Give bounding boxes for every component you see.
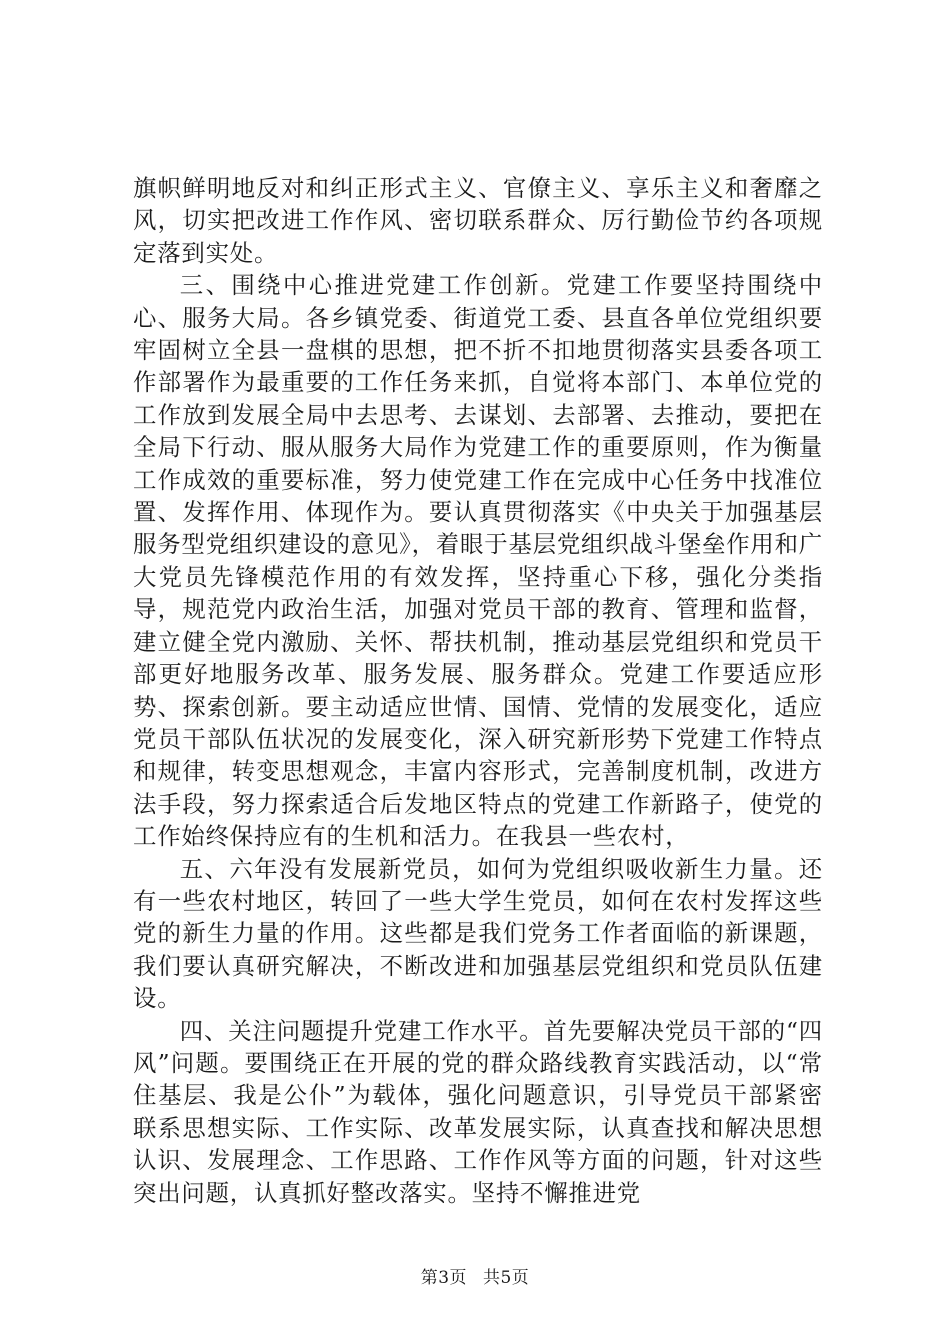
paragraph-3: 五、六年没有发展新党员，如何为党组织吸收新生力量。还有一些农村地区，转回了一些大学生党员，如何在农村发挥这些党的新生力量的作用。这些都是我们党务工作者面临的新课题，我们要认真研究解决，不断改进和加强基层党组织和党员队伍建设。 [133, 854, 823, 1013]
page-total: 共5页 [482, 1268, 530, 1288]
paragraph-2: 三、围绕中心推进党建工作创新。党建工作要坚持围绕中心、服务大局。各乡镇党委、街道党工委、县直各单位党组织要牢固树立全县一盘棋的思想，把不折不扣地贯彻落实县委各项工作部署作为最重要的工作任务来抓，自觉将本部门、本单位党的工作放到发展全局中去思考、去谋划、去部署、去推动，要把在全局下行动、服从服务大局作为党建工作的重要原则，作为衡量工作成效的重要标准，努力使党建工作在完成中心任务中找准位置、发挥作用、体现作为。要认真贯彻落实《中央关于加强基层服务型党组织建设的意见》，着眼于基层党组织战斗堡垒作用和广大党员先锋模范作用的有效发挥，坚持重心下移，强化分类指导，规范党内政治生活，加强对党员干部的教育、管理和监督，建立健全党内激励、关怀、帮扶机制，推动基层党组织和党员干部更好地服务改革、服务发展、服务群众。党建工作要适应形势、探索创新。要主动适应世情、国情、党情的发展变化，适应党员干部队伍状况的发展变化，深入研究新形势下党建工作特点和规律，转变思想观念，丰富内容形式，完善制度机制，改进方法手段，努力探索适合后发地区特点的党建工作新路子，使党的工作始终保持应有的生机和活力。在我县一些农村， [133, 271, 823, 851]
paragraph-4: 四、关注问题提升党建工作水平。首先要解决党员干部的“四风”问题。要围绕正在开展的党的群众路线教育实践活动，以“常住基层、我是公仆”为载体，强化问题意识，引导党员干部紧密联系思想实际、工作实际、改革发展实际，认真查找和解决思想认识、发展理念、工作思路、工作作风等方面的问题，针对这些突出问题，认真抓好整改落实。坚持不懈推进党 [133, 1016, 823, 1207]
document-body [133, 172, 823, 1209]
paragraph-1: 旗帜鲜明地反对和纠正形式主义、官僚主义、享乐主义和奢靡之风，切实把改进工作作风、密切联系群众、厉行勤俭节约各项规定落到实处。 [133, 174, 823, 267]
page-number: 第3页 [420, 1268, 468, 1288]
page-footer [0, 1267, 950, 1289]
